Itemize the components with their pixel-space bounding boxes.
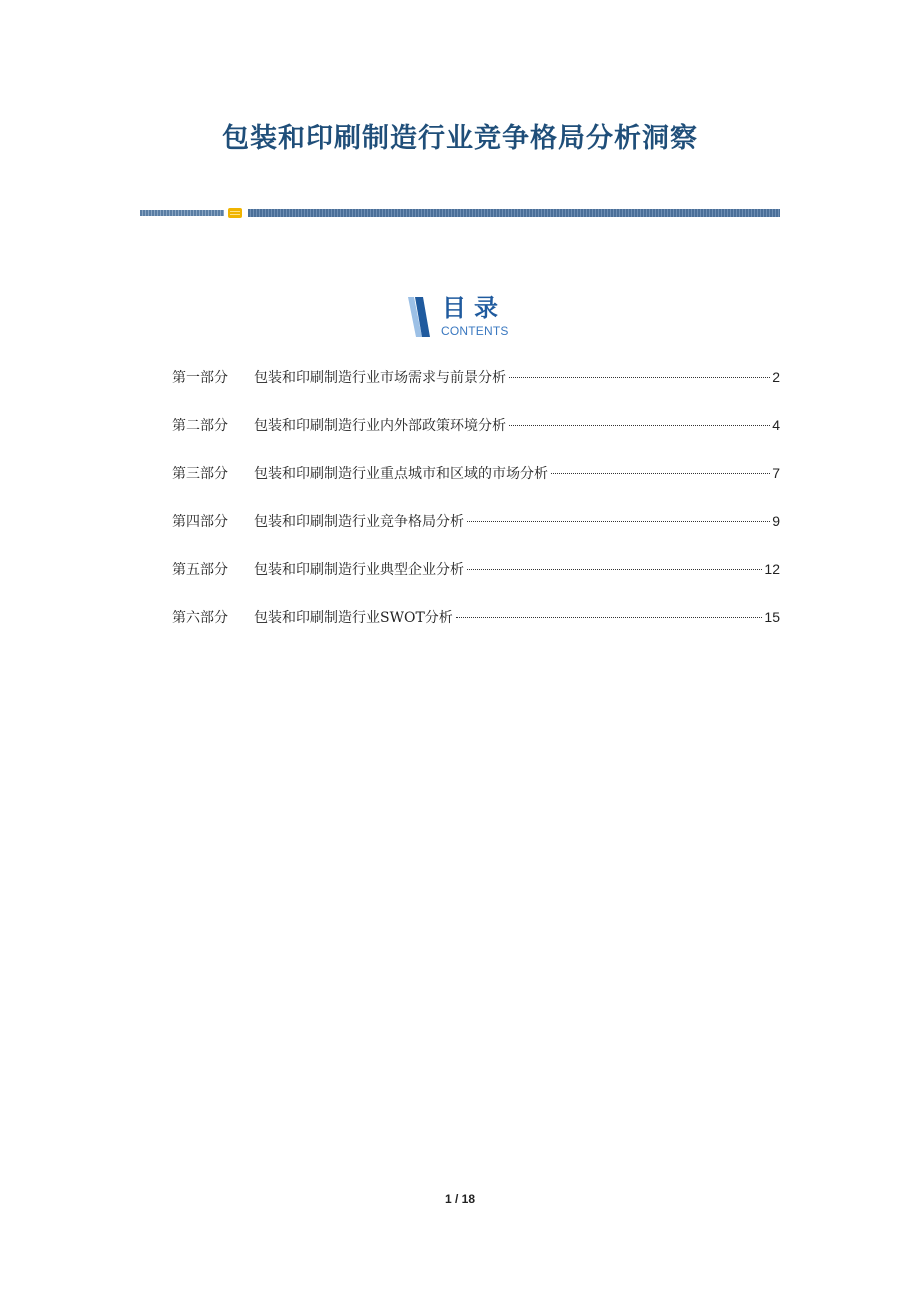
toc-entry-title: 包装和印刷制造行业SWOT分析 bbox=[254, 610, 453, 626]
dot-leader bbox=[509, 425, 770, 426]
toc-part-label: 第六部分 bbox=[172, 610, 228, 626]
dot-leader bbox=[467, 569, 762, 570]
toc-entry-6[interactable] bbox=[172, 607, 780, 655]
document-title: 包装和印刷制造行业竞争格局分析洞察 bbox=[222, 123, 698, 154]
toc-entry-title: 包装和印刷制造行业市场需求与前景分析 bbox=[254, 370, 506, 386]
dot-leader bbox=[509, 377, 770, 378]
toc-entry-2[interactable] bbox=[172, 415, 780, 463]
toc-page-number: 12 bbox=[764, 561, 780, 577]
divider-bar-right bbox=[248, 209, 780, 217]
toc-entry-5[interactable] bbox=[172, 559, 780, 607]
book-emblem-icon bbox=[228, 208, 242, 218]
toc-title: 目录 bbox=[442, 294, 506, 322]
toc-page-number: 7 bbox=[772, 465, 780, 481]
toc-part-label: 第二部分 bbox=[172, 418, 228, 434]
divider-bar-left bbox=[140, 210, 224, 216]
toc-heading bbox=[408, 293, 528, 341]
toc-page-number: 2 bbox=[772, 369, 780, 385]
toc-entry-title: 包装和印刷制造行业重点城市和区域的市场分析 bbox=[254, 466, 548, 482]
toc-part-label: 第一部分 bbox=[172, 370, 228, 386]
toc-subtitle: CONTENTS bbox=[441, 324, 509, 338]
dot-leader bbox=[467, 521, 770, 522]
toc-part-label: 第五部分 bbox=[172, 562, 228, 578]
slanted-bars-icon bbox=[408, 297, 430, 337]
toc-entry-title: 包装和印刷制造行业典型企业分析 bbox=[254, 562, 464, 578]
toc-entry-4[interactable] bbox=[172, 511, 780, 559]
dot-leader bbox=[456, 617, 763, 618]
toc-page-number: 4 bbox=[772, 417, 780, 433]
toc-part-label: 第四部分 bbox=[172, 514, 228, 530]
toc-entry-1[interactable] bbox=[172, 367, 780, 415]
table-of-contents bbox=[172, 367, 780, 655]
title-divider bbox=[140, 208, 780, 218]
toc-entry-title: 包装和印刷制造行业内外部政策环境分析 bbox=[254, 418, 506, 434]
page-indicator: 1 / 18 bbox=[444, 1192, 476, 1206]
toc-page-number: 9 bbox=[772, 513, 780, 529]
toc-entry-3[interactable] bbox=[172, 463, 780, 511]
toc-page-number: 15 bbox=[764, 609, 780, 625]
toc-entry-title: 包装和印刷制造行业竞争格局分析 bbox=[254, 514, 464, 530]
toc-part-label: 第三部分 bbox=[172, 466, 228, 482]
dot-leader bbox=[551, 473, 770, 474]
